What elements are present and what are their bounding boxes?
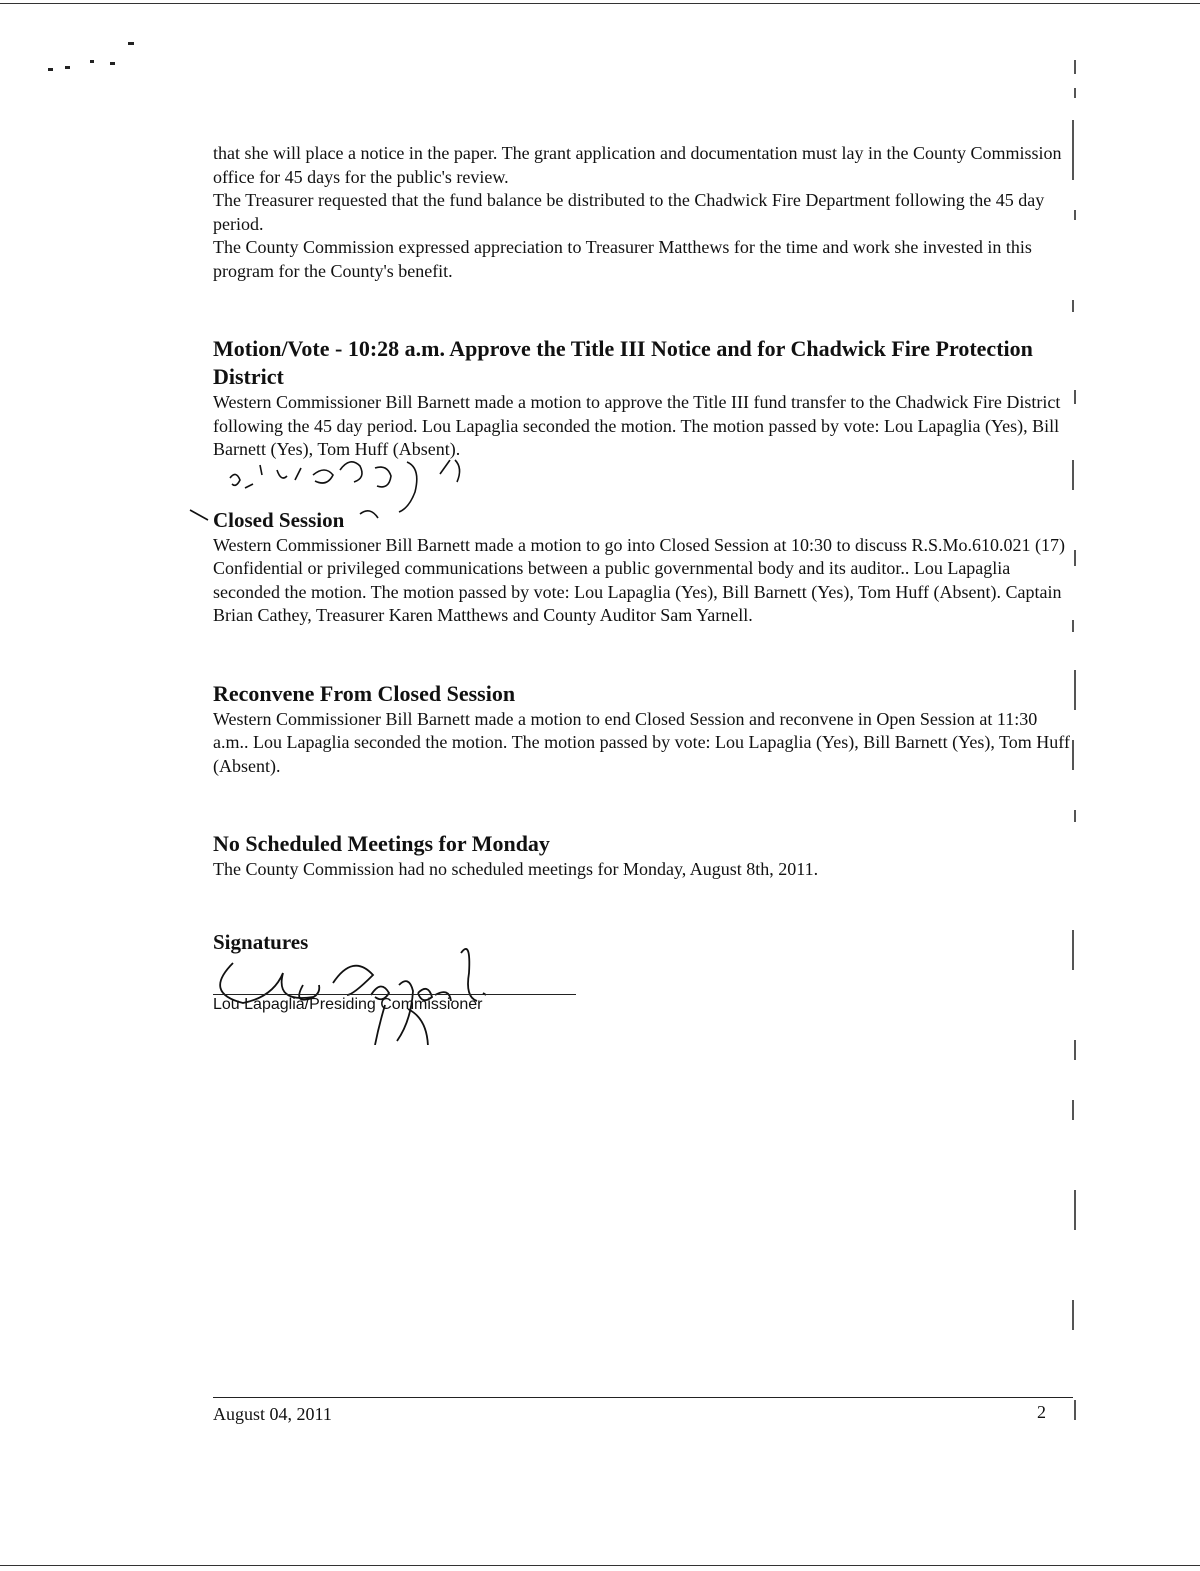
paragraph-notice: that she will place a notice in the paper. The grant application and documentation must lay in the County Commission office for 45 days for the public's review. [213,143,1062,187]
signatures-heading: Signatures [213,930,309,954]
footer-divider [213,1397,1073,1398]
paragraph-treasurer-request: The Treasurer requested that the fund balance be distributed to the Chadwick Fire Department following the 45 day period. [213,190,1045,234]
signature-block [213,930,593,1040]
signature-line [213,994,576,995]
reconvene-heading: Reconvene From Closed Session [213,680,516,706]
page-number: 2 [1037,1402,1046,1422]
reconvene-body: Western Commissioner Bill Barnett made a motion to end Closed Session and reconvene in Open Session at 11:30 a.m.. Lou Lapaglia seconded the motion. The motion passed by vote: Lou Lapaglia (Yes), Bill Barnett (Yes), Tom Huff (Absent). [213,708,1070,776]
no-meetings-body: The County Commission had no scheduled meetings for Monday, August 8th, 2011. [213,859,819,879]
closed-session-body: Western Commissioner Bill Barnett made a motion to go into Closed Session at 10:30 to discuss R.S.Mo.610.021 (17) Confidential or privileged communications between a public governmental body and its auditor.. Lou Lapaglia seconded the motion. The motion passed by vote: Lou Lapaglia (Yes), Bill Barnett (Yes), Tom Huff (Absent). Captain Brian Cathey, Treasurer Karen Matthews and County Auditor Sam Yarnell. [213,534,1066,625]
paragraph-appreciation: The County Commission expressed appreciation to Treasurer Matthews for the time and work she invested in this program for the County's benefit. [213,237,1032,281]
no-meetings-heading: No Scheduled Meetings for Monday [213,831,550,856]
signatory-name: Lou Lapaglia/Presiding Commissioner [213,996,483,1013]
top-border-line [0,3,1200,4]
closed-session-heading: Closed Session [213,507,345,532]
handwritten-signature [203,935,503,1045]
bottom-border-line [0,1565,1200,1566]
footer-date: August 04, 2011 [213,1404,332,1424]
minutes-content [213,142,1073,882]
motion-body: Western Commissioner Bill Barnett made a motion to approve the Title III fund transfer to the Chadwick Fire District following the 45 day period. Lou Lapaglia seconded the motion. The motion passed by vote: Lou Lapaglia (Yes), Bill Barnett (Yes), Tom Huff (Absent). [213,392,1061,459]
motion-heading: Motion/Vote - 10:28 a.m. Approve the Title III Notice and for Chadwick Fire Protection District [213,336,1033,389]
